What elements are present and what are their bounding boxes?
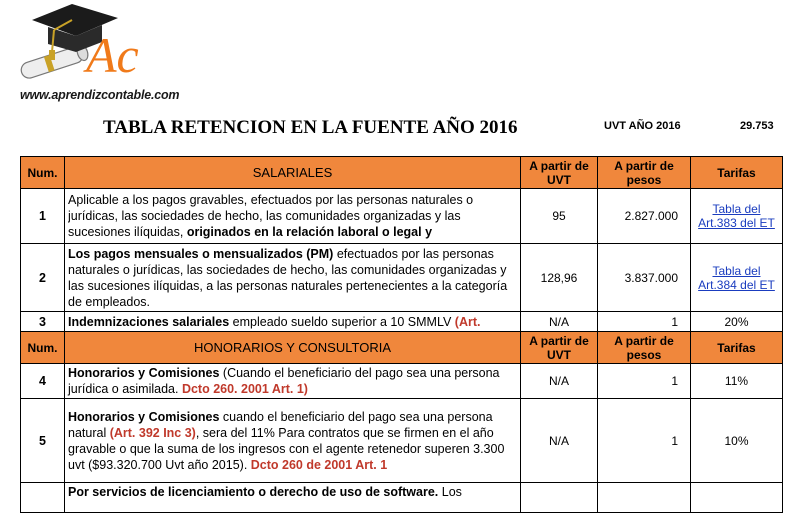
header-tarifas: Tarifas bbox=[691, 157, 783, 189]
row-uvt: 128,96 bbox=[521, 244, 598, 312]
row-description bbox=[65, 189, 521, 244]
graduation-cap-icon bbox=[14, 0, 154, 92]
row-pesos: 3.837.000 bbox=[598, 244, 691, 312]
header-uvt: A partir de UVT bbox=[521, 332, 598, 364]
retention-table bbox=[20, 156, 783, 513]
desc-bold: originados en la relación laboral o legal y bbox=[186, 225, 433, 239]
row-description bbox=[65, 483, 521, 513]
section-title: HONORARIOS Y CONSULTORIA bbox=[65, 332, 521, 364]
section-header-salariales bbox=[21, 157, 783, 189]
desc-text: , sera del 11% Para contratos que se firmen en el año gravable o que la suma de los ingresos con el agente retenedor superen 3.300 uvt ($93.320.700 Uvt año 2015). bbox=[68, 425, 505, 472]
desc-text: Aplicable a los pagos gravables, efectuados por las personas naturales o jurídicas, las sociedades de hecho, las comunidades organizadas y las sucesiones ilíquidas, bbox=[68, 193, 474, 239]
row-pesos: 1 bbox=[598, 364, 691, 399]
row-description bbox=[65, 364, 521, 399]
row-pesos bbox=[598, 483, 691, 513]
row-tarifa: 11% bbox=[691, 364, 783, 399]
row-num: 5 bbox=[21, 399, 65, 483]
row-description bbox=[65, 244, 521, 312]
desc-bold: Indemnizaciones salariales bbox=[68, 314, 230, 329]
tarifa-link[interactable]: Tabla del Art.384 del ET bbox=[698, 263, 775, 292]
desc-text: cuando el beneficiario del pago sea una persona natural bbox=[68, 409, 493, 440]
desc-bold: Honorarios y Comisiones bbox=[68, 409, 220, 424]
row-uvt: N/A bbox=[521, 364, 598, 399]
table-row bbox=[21, 364, 783, 399]
desc-reference: Dcto 260 de 2001 Art. 1 bbox=[250, 457, 388, 472]
desc-bold: Los pagos mensuales o mensualizados (PM) bbox=[68, 246, 334, 261]
row-uvt: N/A bbox=[521, 312, 598, 332]
row-uvt: N/A bbox=[521, 399, 598, 483]
row-uvt: 95 bbox=[521, 189, 598, 244]
uvt-year-value: 29.753 bbox=[740, 120, 774, 132]
header-num: Num. bbox=[21, 157, 65, 189]
section-title: SALARIALES bbox=[65, 157, 521, 189]
row-num: 2 bbox=[21, 244, 65, 312]
row-tarifa bbox=[691, 483, 783, 513]
row-tarifa bbox=[691, 189, 783, 244]
desc-text: efectuados por las personas naturales o jurídicas, las sociedades de hecho, las comunidades organizadas y las sucesiones ilíquidas, a las personas naturales pertenecientes a la categoría de empleados. bbox=[68, 246, 508, 309]
row-pesos: 1 bbox=[598, 312, 691, 332]
row-num: 1 bbox=[21, 189, 65, 244]
desc-reference: (Art. bbox=[454, 314, 481, 329]
row-uvt bbox=[521, 483, 598, 513]
desc-reference: Dcto 260. 2001 Art. 1) bbox=[181, 382, 308, 396]
row-pesos: 1 bbox=[598, 399, 691, 483]
logo bbox=[14, 0, 180, 108]
row-num bbox=[21, 483, 65, 513]
desc-bold: Por servicios de licenciamiento o derecho de uso de software. bbox=[68, 485, 439, 499]
tarifa-link[interactable]: Tabla del Art.383 del ET bbox=[698, 202, 775, 230]
desc-reference: (Art. 392 Inc 3) bbox=[109, 425, 196, 440]
header-pesos: A partir de pesos bbox=[598, 332, 691, 364]
row-description bbox=[65, 312, 521, 332]
header-num: Num. bbox=[21, 332, 65, 364]
uvt-year-label: UVT AÑO 2016 bbox=[604, 120, 681, 132]
desc-text: Los bbox=[438, 485, 462, 499]
page-title: TABLA RETENCION EN LA FUENTE AÑO 2016 bbox=[103, 117, 518, 138]
header-pesos: A partir de pesos bbox=[598, 157, 691, 189]
logo-site-url: www.aprendizcontable.com bbox=[20, 88, 180, 102]
logo-monogram: Ac bbox=[86, 27, 139, 83]
row-num: 4 bbox=[21, 364, 65, 399]
desc-text: empleado sueldo superior a 10 SMMLV bbox=[229, 314, 455, 329]
table-row bbox=[21, 244, 783, 312]
table-row bbox=[21, 483, 783, 513]
desc-text: (Cuando el beneficiario del pago sea una persona jurídica o asimilada. bbox=[68, 366, 500, 396]
desc-bold: Honorarios y Comisiones bbox=[68, 366, 220, 380]
row-tarifa: 10% bbox=[691, 399, 783, 483]
header-tarifas: Tarifas bbox=[691, 332, 783, 364]
row-tarifa bbox=[691, 244, 783, 312]
row-num: 3 bbox=[21, 312, 65, 332]
table-row bbox=[21, 399, 783, 483]
row-tarifa: 20% bbox=[691, 312, 783, 332]
row-description bbox=[65, 399, 521, 483]
row-pesos: 2.827.000 bbox=[598, 189, 691, 244]
header-uvt: A partir de UVT bbox=[521, 157, 598, 189]
section-header-honorarios bbox=[21, 332, 783, 364]
table-row bbox=[21, 312, 783, 332]
table-row bbox=[21, 189, 783, 244]
